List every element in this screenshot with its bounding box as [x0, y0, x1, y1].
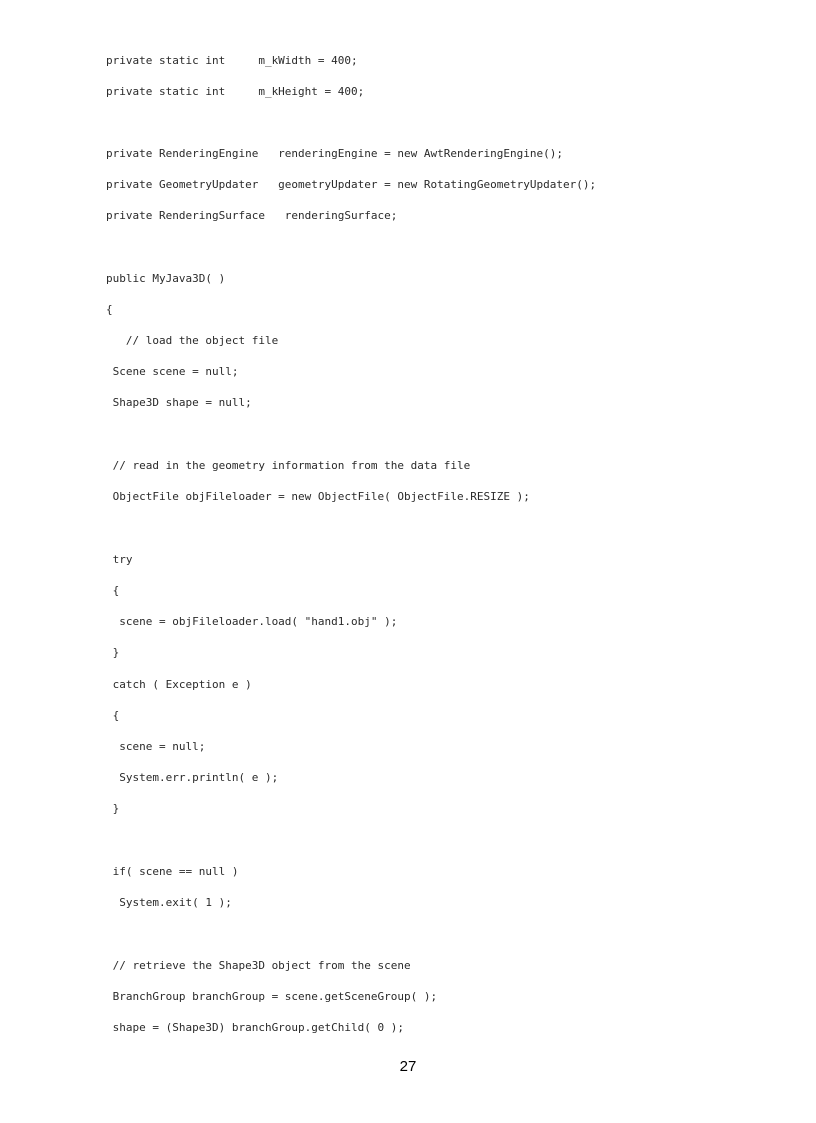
code-line: BranchGroup branchGroup = scene.getSceneGroup( );	[106, 990, 438, 1003]
code-line: // retrieve the Shape3D object from the scene	[106, 959, 411, 972]
code-line: System.err.println( e );	[106, 771, 279, 784]
code-line: // load the object file	[106, 334, 279, 347]
code-line: scene = objFileloader.load( "hand1.obj" );	[106, 615, 398, 628]
code-line: Shape3D shape = null;	[106, 396, 252, 409]
code-line: private GeometryUpdater geometryUpdater = new RotatingGeometryUpdater();	[106, 178, 597, 191]
code-line: Scene scene = null;	[106, 365, 239, 378]
code-line: }	[106, 802, 120, 815]
code-line: try	[106, 553, 133, 566]
code-line: if( scene == null )	[106, 865, 239, 878]
code-line: System.exit( 1 );	[106, 896, 232, 909]
code-line: public MyJava3D( )	[106, 272, 226, 285]
code-line: {	[106, 584, 120, 597]
code-line: private static int m_kWidth = 400;	[106, 54, 358, 67]
code-line: private static int m_kHeight = 400;	[106, 85, 365, 98]
code-line: }	[106, 646, 120, 659]
code-line: {	[106, 303, 113, 316]
code-line: private RenderingEngine renderingEngine = new AwtRenderingEngine();	[106, 147, 563, 160]
code-line: // read in the geometry information from the data file	[106, 459, 471, 472]
code-line: ObjectFile objFileloader = new ObjectFile( ObjectFile.RESIZE );	[106, 490, 530, 503]
code-line: scene = null;	[106, 740, 206, 753]
code-line: {	[106, 709, 120, 722]
code-line: catch ( Exception e )	[106, 678, 252, 691]
code-line: shape = (Shape3D) branchGroup.getChild( 0 );	[106, 1021, 405, 1034]
code-line: private RenderingSurface renderingSurface;	[106, 209, 398, 222]
page-number: 27	[399, 1058, 417, 1075]
